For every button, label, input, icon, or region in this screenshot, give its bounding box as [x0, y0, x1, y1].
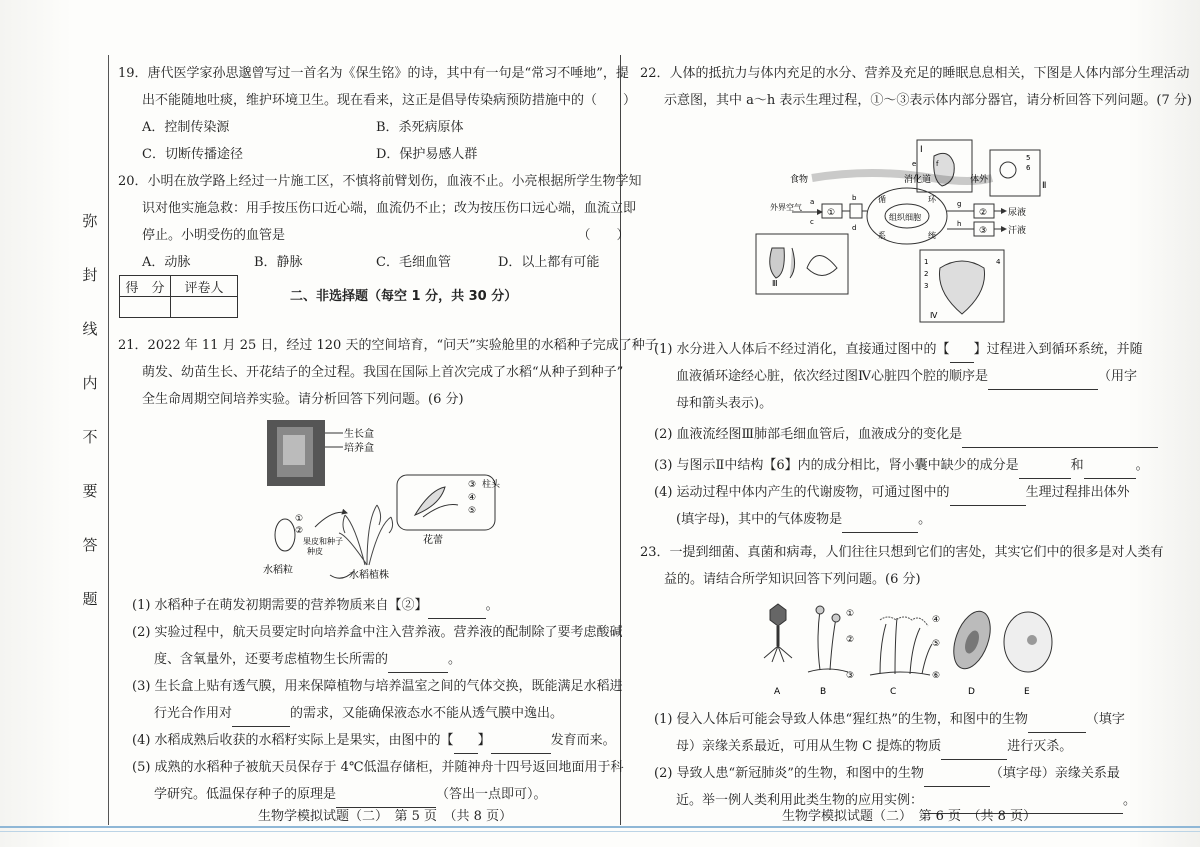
q19-options-row-2: [118, 141, 610, 168]
seal-char: 题: [82, 590, 98, 608]
digestive-tract-label: 消化道: [904, 175, 932, 185]
q21-sub-1-end: 。: [485, 598, 499, 613]
q22-sub-1c-text: 血液循环途经心脏，依次经过图Ⅳ心脏四个腔的顺序是: [676, 369, 988, 384]
grain-num-2: ②: [295, 526, 304, 536]
label-e: E: [1024, 687, 1030, 697]
q21-sub-4-end: 发育而来。: [550, 733, 616, 748]
q21-blank-3[interactable]: [232, 711, 290, 727]
process-a: a: [810, 198, 815, 206]
process-h: h: [957, 220, 962, 228]
q22-blank-7[interactable]: [842, 517, 918, 533]
q20-line-1: 20．小明在放学路上经过一片施工区，不慎将前臂划伤，血液不止。小亮根据所学生物学知: [118, 174, 642, 189]
page-divider: [620, 55, 621, 825]
q21-sub-4: [118, 727, 616, 754]
q23-sub-2b-text: （填字母）亲缘关系最: [989, 766, 1120, 781]
q21-blank-2[interactable]: [388, 657, 448, 673]
organ-3-label: ③: [979, 226, 988, 236]
q22-blank-2[interactable]: [988, 374, 1098, 390]
process-c: c: [810, 218, 814, 226]
culture-box-label: 培养盒: [344, 443, 374, 454]
page-6-footer: 生物学模拟试题（二） 第 6 页 （共 8 页）: [782, 809, 1037, 824]
bud-num-3: ③: [468, 480, 477, 490]
q22-sub-1e: 母和箭头表示)。: [676, 396, 773, 411]
q23-sub-1a-text: (1) 侵入人体后可能会导致人体患“猩红热”的生物，和图中的生物: [654, 712, 1028, 727]
q22-blank-6[interactable]: [950, 490, 1026, 506]
microbes-figure: [750, 600, 1070, 700]
organ-iv-label: Ⅳ: [930, 311, 938, 320]
q23-sub-2a: [640, 760, 1140, 787]
q19-line-1: 19．唐代医学家孙思邈曾写过一首名为《保生铭》的诗，其中有一句是“常习不唾地”，提: [118, 66, 629, 81]
q21-sub-1: [118, 592, 610, 619]
bud-callout: [397, 475, 495, 530]
tissue-cells-label: 组织细胞: [889, 213, 921, 222]
c-num-4: ④: [932, 615, 941, 625]
q22-sub-1c: [640, 363, 1140, 390]
organ-2-label: ②: [979, 208, 988, 218]
q21-sub-4-bracket: 】: [477, 733, 491, 748]
q21-sub-2b-text: 度、含氧量外，还要考虑植物生长所需的: [154, 652, 389, 667]
q20-option-d[interactable]: D．以上都有可能: [498, 255, 600, 270]
q22-sub-3-text: (3) 与图示Ⅱ中结构【6】内的成分相比，肾小囊中缺少的成分是: [654, 458, 1019, 473]
rice-grain-drawing: [275, 519, 295, 551]
q20-line-2: 识对他实施急救：用手按压伤口近心端，血流仍不止；改为按压伤口远心端，血流立即: [142, 201, 637, 216]
q21-line-3: 全生命周期空间培养实验。请分析回答下列问题。(6 分): [142, 392, 464, 407]
c-num-6: ⑥: [932, 671, 941, 681]
q21-line-2: 萌发、幼苗生长、开花结子的全过程。我国在国际上首次完成了水稻“从种子到种子”: [142, 365, 624, 380]
q23-blank-3[interactable]: [924, 771, 990, 787]
process-e: e: [912, 160, 917, 168]
seal-char: 内: [82, 374, 98, 392]
q21-block: [118, 332, 658, 413]
label-b: B: [820, 687, 827, 697]
q22-sub-3-end: 。: [1135, 458, 1149, 473]
organ-iii-label: Ⅲ: [772, 279, 778, 288]
q22-blank-3[interactable]: [962, 432, 1158, 448]
heart-num-4: 4: [996, 258, 1001, 266]
q23-subquestions: [640, 706, 1140, 814]
food-label: 食物: [790, 175, 809, 185]
q21-sub-3b-text: 行光合作用对: [154, 706, 233, 721]
bud-num-5: ⑤: [468, 506, 477, 516]
q22-line-1: 22．人体的抵抗力与体内充足的水分、营养及充足的睡眠息息相关，下图是人体内部分生理活动: [640, 66, 1190, 81]
seal-char: 弥: [82, 212, 98, 230]
q19-option-b[interactable]: B．杀死病原体: [376, 120, 464, 135]
seed-coat-label: 种皮: [307, 547, 323, 556]
q22-sub-1a: [640, 336, 1143, 363]
organ-1-label: ①: [827, 208, 836, 218]
q21-sub-5b-text: 学研究。低温保存种子的原理是: [154, 787, 337, 802]
score-label: 得 分: [120, 276, 171, 297]
heart-num-1: 1: [924, 258, 929, 266]
q21-sub-4-text: (4) 水稻成熟后收获的水稻籽实际上是果实，由图中的【: [132, 733, 454, 748]
grader-cell[interactable]: [171, 297, 238, 318]
c-num-5: ⑤: [932, 639, 941, 649]
page-5-footer: 生物学模拟试题（二） 第 5 页 （共 8 页）: [258, 809, 513, 824]
q23-sub-1b-text: （填字: [1085, 712, 1125, 727]
q21-blank-5[interactable]: [491, 738, 551, 754]
seal-char: 封: [82, 266, 98, 284]
q23-sub-1a: [640, 706, 1140, 733]
process-g: g: [957, 200, 962, 208]
q22-blank-5[interactable]: [1084, 463, 1136, 479]
q19-option-a[interactable]: A．控制传染源: [142, 120, 230, 135]
q22-sub-4a-text: (4) 运动过程中体内产生的代谢废物，可通过图中的: [654, 485, 950, 500]
q20-option-b[interactable]: B．静脉: [254, 255, 303, 270]
b-num-3: ③: [846, 671, 855, 681]
stigma-label: 柱头: [482, 480, 501, 490]
urine-label: 尿液: [1008, 208, 1027, 218]
rice-plant-label: 水稻植株: [349, 570, 389, 581]
q21-sub-1-text: (1) 水稻种子在萌发初期需要的营养物质来自【②】: [132, 598, 428, 613]
q23-sub-1c-text: 母）亲缘关系最近，可用从生物 C 提炼的物质: [676, 739, 942, 754]
outside-air-label: 外界空气: [770, 203, 802, 212]
organism-c-drawing: [870, 617, 932, 675]
q21-sub-3b: [118, 700, 610, 727]
label-c: C: [890, 687, 897, 697]
b-num-2: ②: [846, 635, 855, 645]
q22-sub-3: [640, 452, 1149, 479]
q23-sub-2a-text: (2) 导致人患“新冠肺炎”的生物，和图中的生物: [654, 766, 924, 781]
q22-sub-4a: [640, 479, 1140, 506]
q21-sub-2a: (2) 实验过程中，航天员要定时向培养盒中注入营养液。营养液的配制除了要考虑酸碱: [132, 625, 623, 640]
q22-sub-3-and: 和: [1070, 458, 1084, 473]
seal-char: 要: [82, 482, 98, 500]
virus-a-drawing: [764, 604, 792, 662]
bottom-rule-secondary: [0, 831, 1200, 832]
q23-sub-1d-text: 进行灭杀。: [1007, 739, 1073, 754]
q20-options: [118, 249, 610, 276]
process-b: b: [852, 194, 857, 202]
seal-line: [108, 55, 109, 825]
label-d: D: [968, 687, 975, 697]
grain-coat-label: 果皮和种子: [303, 537, 343, 546]
heart-num-2: 2: [924, 270, 929, 278]
q21-sub-5-end: （答出一点即可）。: [436, 787, 547, 802]
rice-plant-drawing: [339, 505, 393, 565]
organism-b-drawing: [808, 606, 848, 672]
q22-blank-1[interactable]: [950, 347, 974, 363]
physiology-diagram: [752, 138, 1062, 326]
q22-blank-4[interactable]: [1019, 463, 1071, 479]
q22-sub-1b-text: 】过程进入到循环系统，并随: [973, 342, 1143, 357]
q20-option-c[interactable]: C．毛细血管: [376, 255, 451, 270]
q22-sub-2: [640, 421, 1140, 448]
q20-line-3: 停止。小明受伤的血管是 （ ）: [142, 228, 630, 243]
page-5-column: [118, 60, 642, 276]
circ-char-1: 循: [878, 195, 886, 204]
bud-label: 花蕾: [423, 535, 443, 546]
organ-i-label: Ⅰ: [920, 145, 923, 155]
page-6-column: [640, 60, 1192, 114]
circ-char-4: 统: [928, 231, 936, 240]
section-title: 二、非选择题（每空 1 分，共 30 分）: [290, 289, 518, 304]
seal-char: 不: [82, 428, 98, 446]
kidney-num-5: 5: [1026, 154, 1031, 162]
q21-line-1: 21．2022 年 11 月 25 日，经过 120 天的空间培育，“问天”实验舱里的水稻种子完成了种子: [118, 338, 658, 353]
growth-box-label: 生长盒: [344, 429, 374, 440]
organ-ii-label: Ⅱ: [1042, 181, 1047, 191]
bud-num-4: ④: [468, 493, 477, 503]
q22-sub-4c-text: (填字母)，其中的气体废物是: [676, 512, 843, 527]
q19-line-2: 出不能随地吐痰，维护环境卫生。现在看来，这正是倡导传染病预防措施中的（ ）: [142, 93, 637, 108]
q21-blank-4[interactable]: [454, 738, 478, 754]
q22-sub-4b-text: 生理过程排出体外: [1025, 485, 1130, 500]
grain-num-1: ①: [295, 514, 304, 524]
process-f: f: [936, 160, 939, 168]
seal-char: 线: [82, 320, 98, 338]
q22-subquestions: [640, 336, 1164, 593]
q21-sub-5a: (5) 成熟的水稻种子被航天员保存于 4℃低温存储柜，并随神舟十四号返回地面用于科: [132, 760, 624, 775]
q23-blank-1[interactable]: [1028, 717, 1086, 733]
q22-sub-4c: [640, 506, 1140, 533]
outside-body-label: 体外: [970, 175, 989, 185]
score-cell[interactable]: [120, 297, 171, 318]
q21-sub-3c-text: 的需求，又能确保液态水不能从透气膜中逸出。: [290, 706, 564, 721]
seal-line-text: [80, 210, 100, 642]
q19-options-row-1: [118, 114, 610, 141]
rice-lifecycle-figure: [255, 415, 505, 585]
q21-blank-1[interactable]: [428, 603, 486, 619]
q22-line-2: 示意图，其中 a～h 表示生理过程，①～③表示体内部分器官，请分析回答下列问题。(7 分): [664, 93, 1192, 108]
q22-sub-4-end: 。: [918, 512, 932, 527]
q21-sub-2b: [118, 646, 610, 673]
q19-option-d[interactable]: D．保护易感人群: [376, 147, 478, 162]
q22-sub-1a-text: (1) 水分进入人体后不经过消化，直接通过图中的【: [654, 342, 950, 357]
q23-sub-1c: [640, 733, 1140, 760]
bottom-rule: [0, 826, 1200, 828]
score-table: [119, 275, 238, 318]
q22-sub-2-text: (2) 血液流经图Ⅲ肺部毛细血管后，血液成分的变化是: [654, 427, 963, 442]
seal-char: 答: [82, 536, 98, 554]
q21-sub-5b: [118, 781, 610, 808]
circ-char-3: 系: [878, 231, 886, 240]
sweat-label: 汗液: [1008, 226, 1027, 236]
q23-line-1: 23．一提到细菌、真菌和病毒，人们往往只想到它们的害处，其实它们中的很多是对人类有: [640, 545, 1164, 560]
q20-option-a[interactable]: A．动脉: [142, 255, 191, 270]
q23-sub-2c-text: 近。举一例人类利用此类生物的应用实例：: [676, 793, 924, 808]
grader-label: 评卷人: [171, 276, 238, 297]
label-a: A: [774, 687, 781, 697]
b-num-1: ①: [846, 609, 855, 619]
q21-sub-2-end: 。: [448, 652, 462, 667]
process-d: d: [852, 224, 857, 232]
heart-num-3: 3: [924, 282, 929, 290]
q21-sub-3a: (3) 生长盒上贴有透气膜，用来保障植物与培养温室之间的气体交换，既能满足水稻进: [132, 679, 623, 694]
q19-option-c[interactable]: C．切断传播途径: [142, 147, 243, 162]
rice-seed-label: 水稻粒: [263, 565, 293, 576]
q22-sub-1d-text: （用字: [1098, 369, 1138, 384]
heart-drawing: [939, 261, 984, 314]
kidney-num-6: 6: [1026, 164, 1031, 172]
circ-char-2: 环: [928, 195, 936, 204]
q21-subquestions: [118, 592, 624, 808]
q23-sub-2-end: 。: [1123, 793, 1137, 808]
q23-line-2: 益的。请结合所学知识回答下列问题。(6 分): [664, 572, 921, 587]
q23-blank-2[interactable]: [941, 744, 1007, 760]
